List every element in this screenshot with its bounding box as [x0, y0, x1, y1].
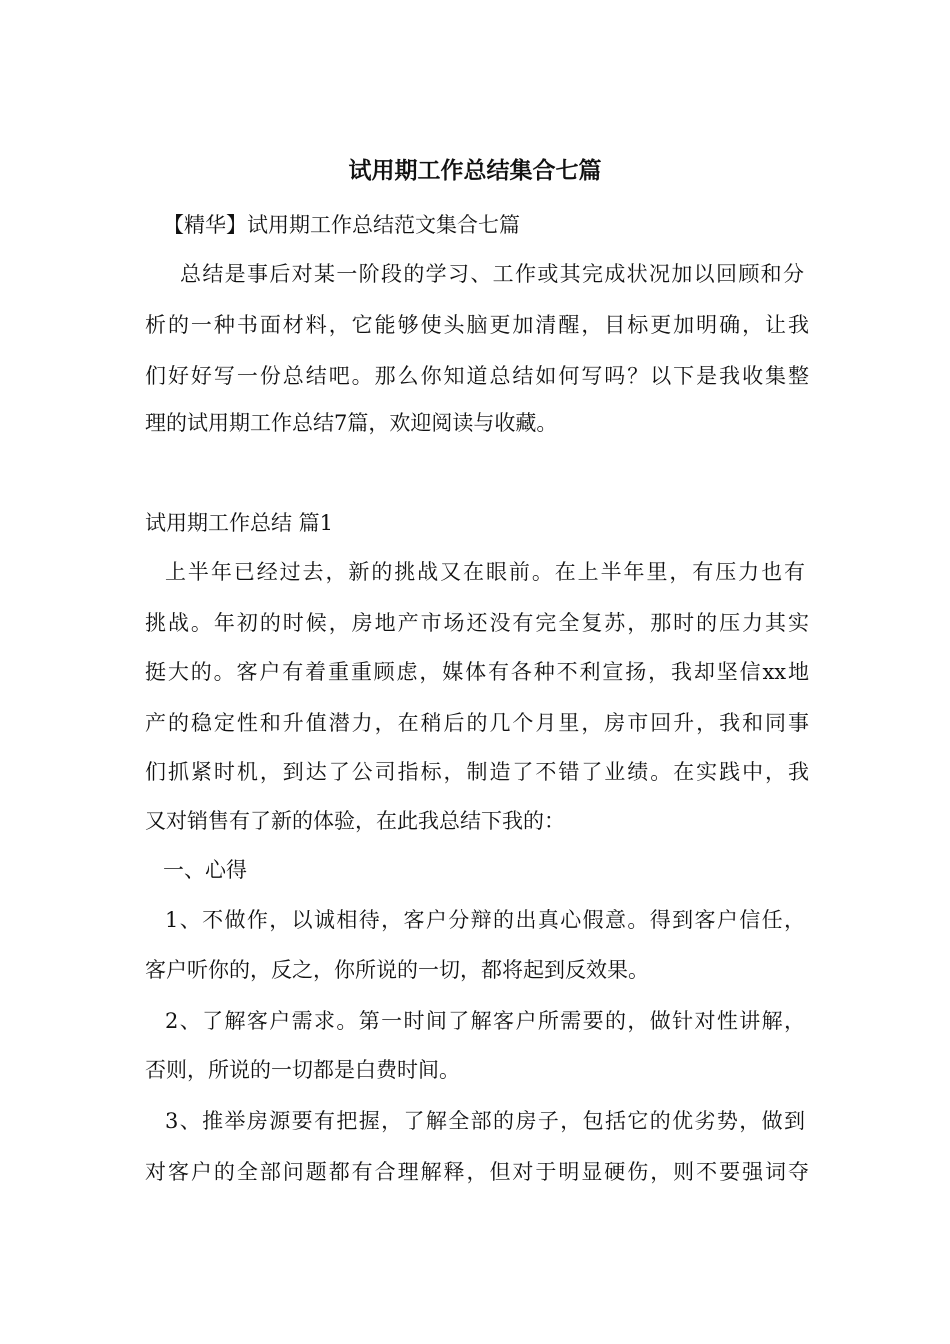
paragraph-line-1: 上半年已经过去，新的挑战又在眼前。在上半年里，有压力也有 — [165, 560, 805, 584]
subtitle-line: 【精华】试用期工作总结范文集合七篇 — [163, 213, 520, 237]
paragraph-line-2: 挑战。年初的时候，房地产市场还没有完全复苏，那时的压力其实 — [145, 611, 809, 635]
item-1-line-1: 1、不做作，以诚相待，客户分辩的出真心假意。得到客户信任， — [165, 908, 805, 932]
paragraph-line-4: 产的稳定性和升值潜力，在稍后的几个月里，房市回升，我和同事 — [145, 711, 809, 735]
item-2-line-2: 否则，所说的一切都是白费时间。 — [145, 1058, 460, 1082]
subheading-xinde: 一、心得 — [163, 858, 247, 882]
intro-line-4: 理的试用期工作总结7篇，欢迎阅读与收藏。 — [145, 411, 558, 435]
paragraph-line-5: 们抓紧时机，到达了公司指标，制造了不错了业绩。在实践中，我 — [145, 760, 809, 784]
item-3-line-2: 对客户的全部问题都有合理解释，但对于明显硬伤，则不要强词夺 — [145, 1160, 809, 1184]
document-title: 试用期工作总结集合七篇 — [348, 158, 602, 184]
section-heading: 试用期工作总结 篇1 — [145, 511, 334, 535]
intro-line-1: 总结是事后对某一阶段的学习、工作或其完成状况加以回顾和分 — [180, 262, 804, 286]
item-2-line-1: 2、了解客户需求。第一时间了解客户所需要的，做针对性讲解， — [165, 1009, 805, 1033]
intro-line-2: 析的一种书面材料，它能够使头脑更加清醒，目标更加明确，让我 — [145, 313, 809, 337]
intro-line-3: 们好好写一份总结吧。那么你知道总结如何写吗？以下是我收集整 — [145, 364, 809, 388]
paragraph-line-6: 又对销售有了新的体验，在此我总结下我的： — [145, 809, 565, 833]
item-3-line-1: 3、推举房源要有把握，了解全部的房子，包括它的优劣势，做到 — [165, 1109, 805, 1133]
item-1-line-2: 客户听你的，反之，你所说的一切，都将起到反效果。 — [145, 958, 649, 982]
paragraph-line-3: 挺大的。客户有着重重顾虑，媒体有各种不利宣扬，我却坚信xx地 — [145, 660, 809, 684]
